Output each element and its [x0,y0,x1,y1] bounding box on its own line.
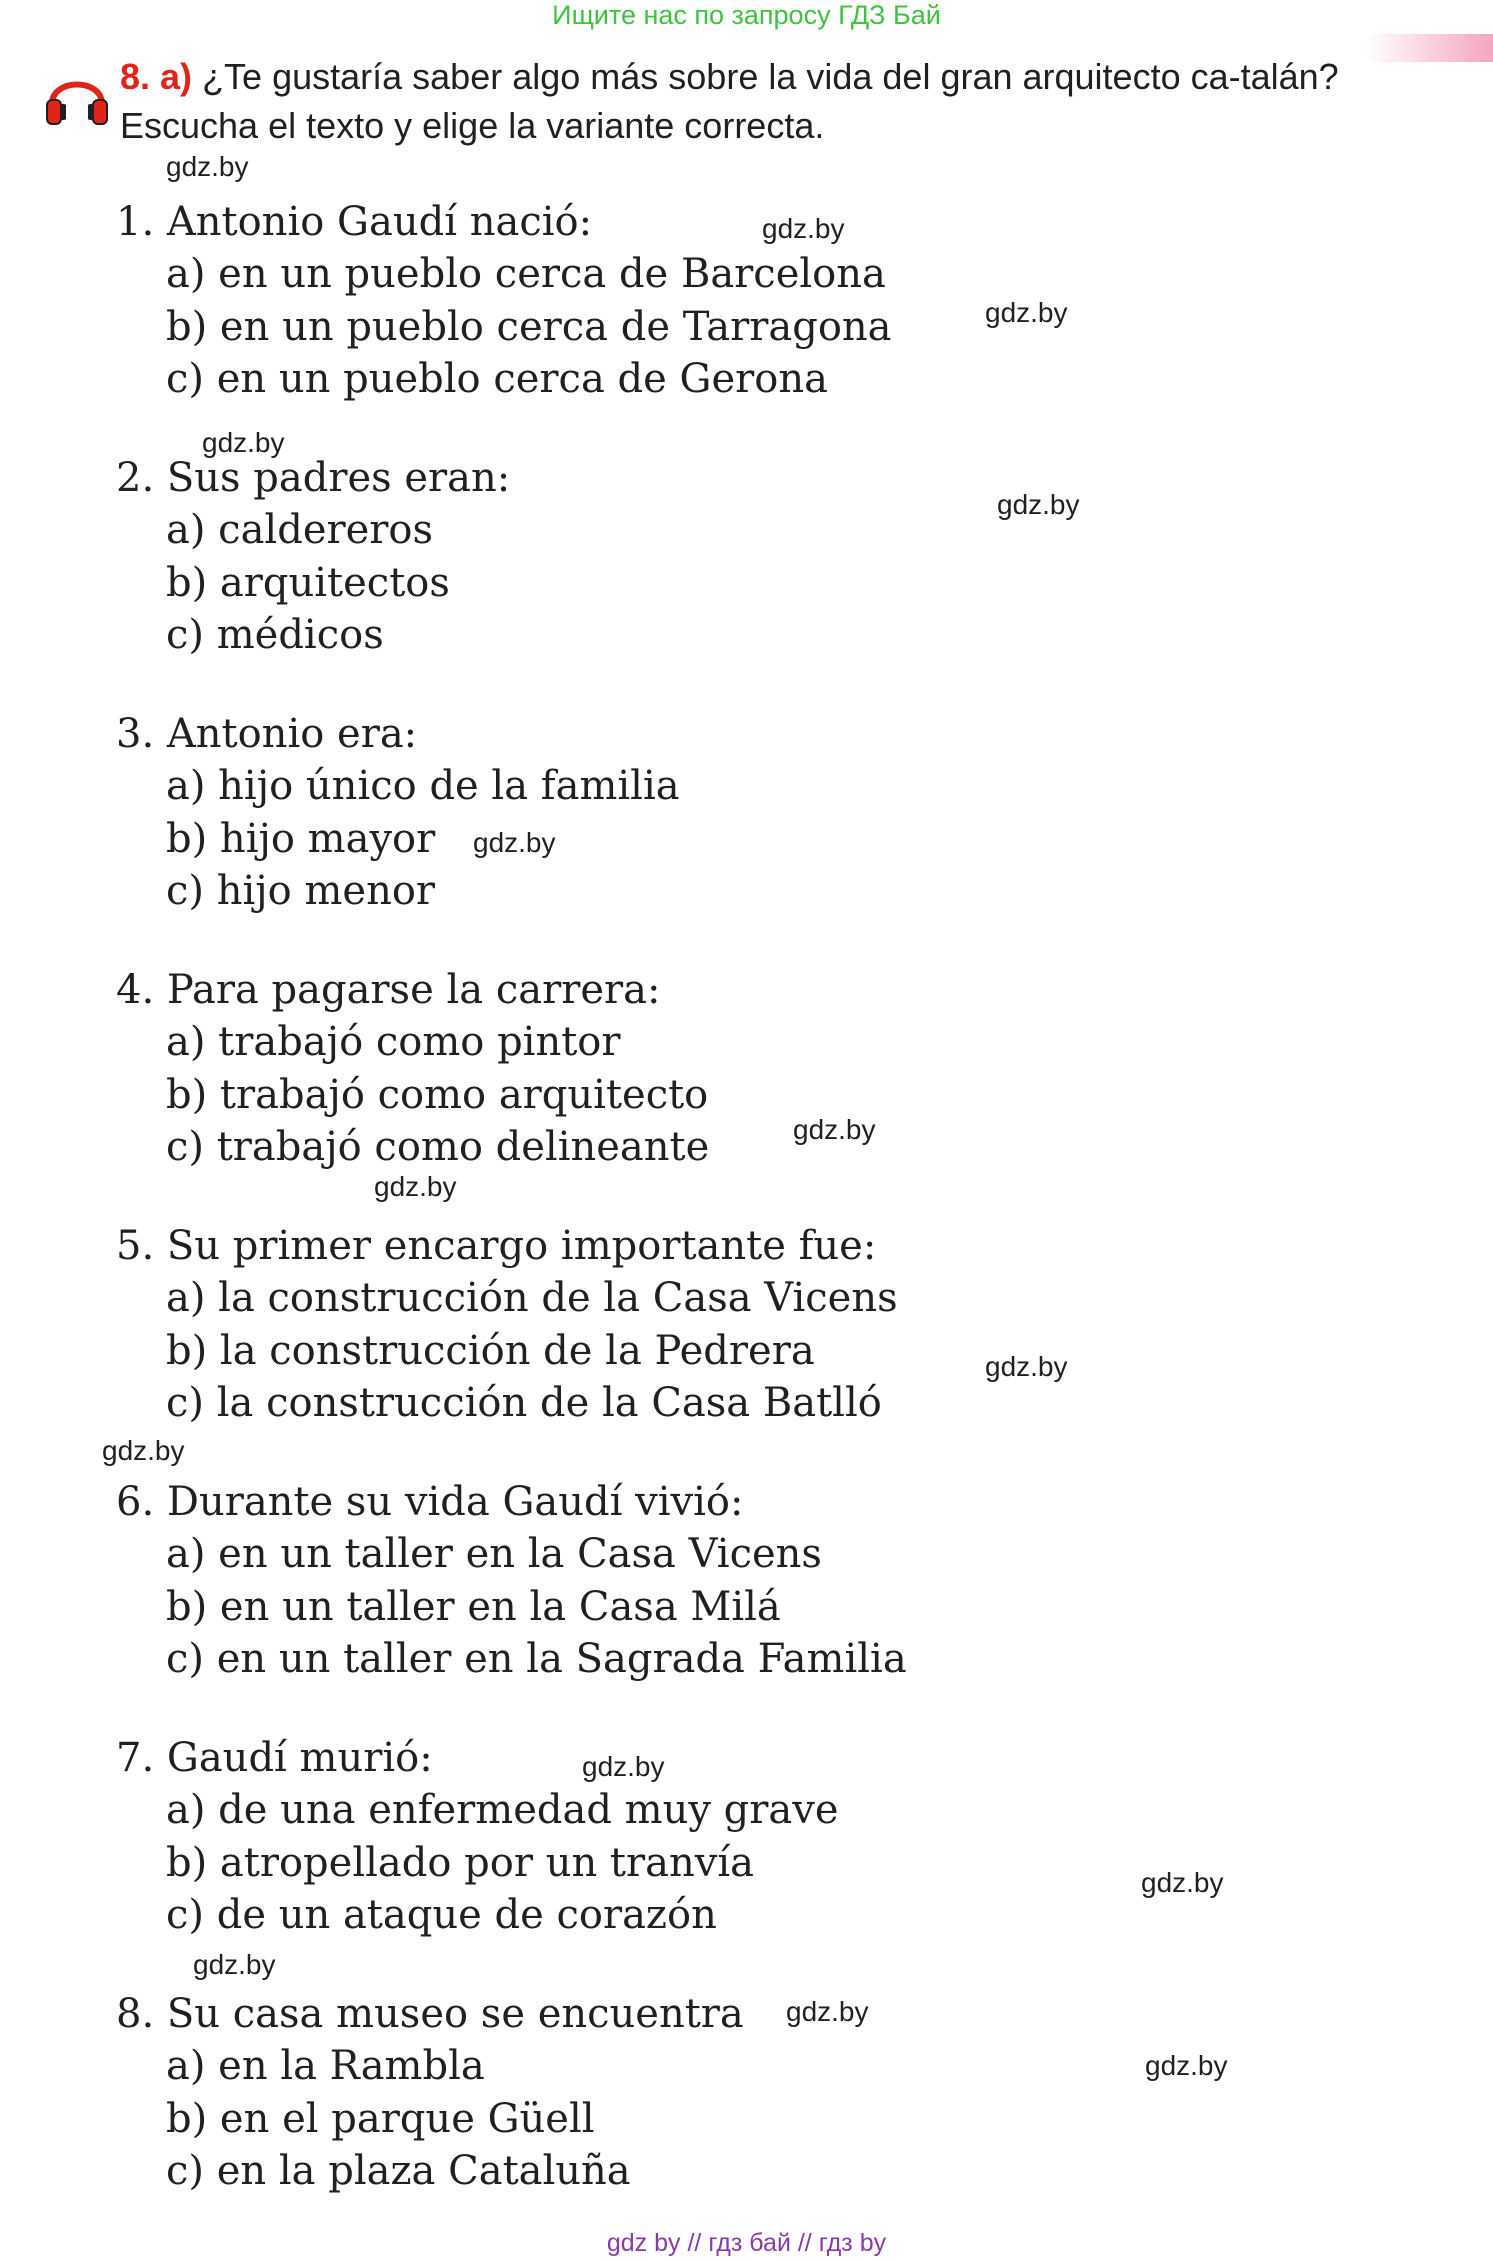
question-7 [116,1732,839,1942]
watermark: gdz.by [997,489,1080,520]
watermark: gdz.by [166,151,249,182]
watermark: gdz.by [202,427,285,458]
option-c: c) médicos [166,612,384,658]
top-banner: Ищите нас по запросу ГДЗ Бай [552,0,941,30]
option-a: a) la construcción de la Casa Vicens [166,1275,898,1321]
footer-watermark: gdz by // гдз бай // гдз by [606,2229,887,2257]
page-edge-tab [1365,34,1493,62]
option-c: c) de un ataque de corazón [166,1892,717,1938]
question-title: 8. Su casa museo se encuentra [116,1991,744,2037]
question-6 [116,1476,907,1686]
option-a: a) en un taller en la Casa Vicens [166,1531,822,1577]
watermark: gdz.by [985,297,1068,328]
question-title: 1. Antonio Gaudí nació: [116,199,593,245]
watermark: gdz.by [1141,1867,1224,1898]
question-title: 7. Gaudí murió: [116,1735,433,1781]
option-a: a) en la Rambla [166,2043,485,2089]
option-c: c) en la plaza Cataluña [166,2148,631,2194]
option-a: a) caldereros [166,507,434,553]
question-title: 5. Su primer encargo importante fue: [116,1223,877,1269]
watermark: gdz.by [762,213,845,244]
task-number: 8. а) [120,56,193,97]
option-b: b) atropellado por un tranvía [166,1839,754,1886]
question-title: 6. Durante su vida Gaudí vivió: [116,1479,744,1525]
option-c: c) hijo menor [166,868,436,914]
task-header [120,52,1370,150]
option-c: c) en un taller en la Sagrada Familia [166,1636,907,1682]
option-b: b) hijo mayor [166,815,436,862]
watermark: gdz.by [582,1751,665,1782]
option-a: a) de una enfermedad muy grave [166,1787,839,1833]
question-2 [116,452,510,662]
task-instruction: ¿Te gustaría saber algo más sobre la vida del gran arquitecto ca-talán? Escucha el texto y elige la variante correcta. [120,56,1339,146]
watermark: gdz.by [985,1351,1068,1382]
headphones-icon [44,64,110,130]
watermark: gdz.by [1145,2050,1228,2081]
question-5 [116,1220,898,1430]
question-4 [116,964,709,1174]
option-b: b) la construcción de la Pedrera [166,1327,815,1374]
watermark: gdz.by [102,1435,185,1466]
option-c: c) la construcción de la Casa Batlló [166,1380,882,1426]
question-title: 3. Antonio era: [116,711,418,757]
option-a: a) hijo único de la familia [166,763,680,809]
watermark: gdz.by [793,1114,876,1145]
watermark: gdz.by [374,1171,457,1202]
option-c: c) trabajó como delineante [166,1124,710,1170]
option-b: b) trabajó como arquitecto [166,1071,709,1118]
watermark: gdz.by [473,827,556,858]
question-title: 4. Para pagarse la carrera: [116,967,661,1013]
watermark: gdz.by [786,1996,869,2027]
option-b: b) en el parque Güell [166,2095,595,2142]
option-c: c) en un pueblo cerca de Gerona [166,356,828,402]
option-a: a) en un pueblo cerca de Barcelona [166,251,886,297]
option-a: a) trabajó como pintor [166,1019,621,1065]
option-b: b) arquitectos [166,559,450,606]
option-b: b) en un taller en la Casa Milá [166,1583,781,1630]
watermark: gdz.by [193,1949,276,1980]
option-b: b) en un pueblo cerca de Tarragona [166,303,892,350]
question-8 [116,1988,744,2198]
question-3 [116,708,680,918]
question-title: 2. Sus padres eran: [116,455,511,501]
